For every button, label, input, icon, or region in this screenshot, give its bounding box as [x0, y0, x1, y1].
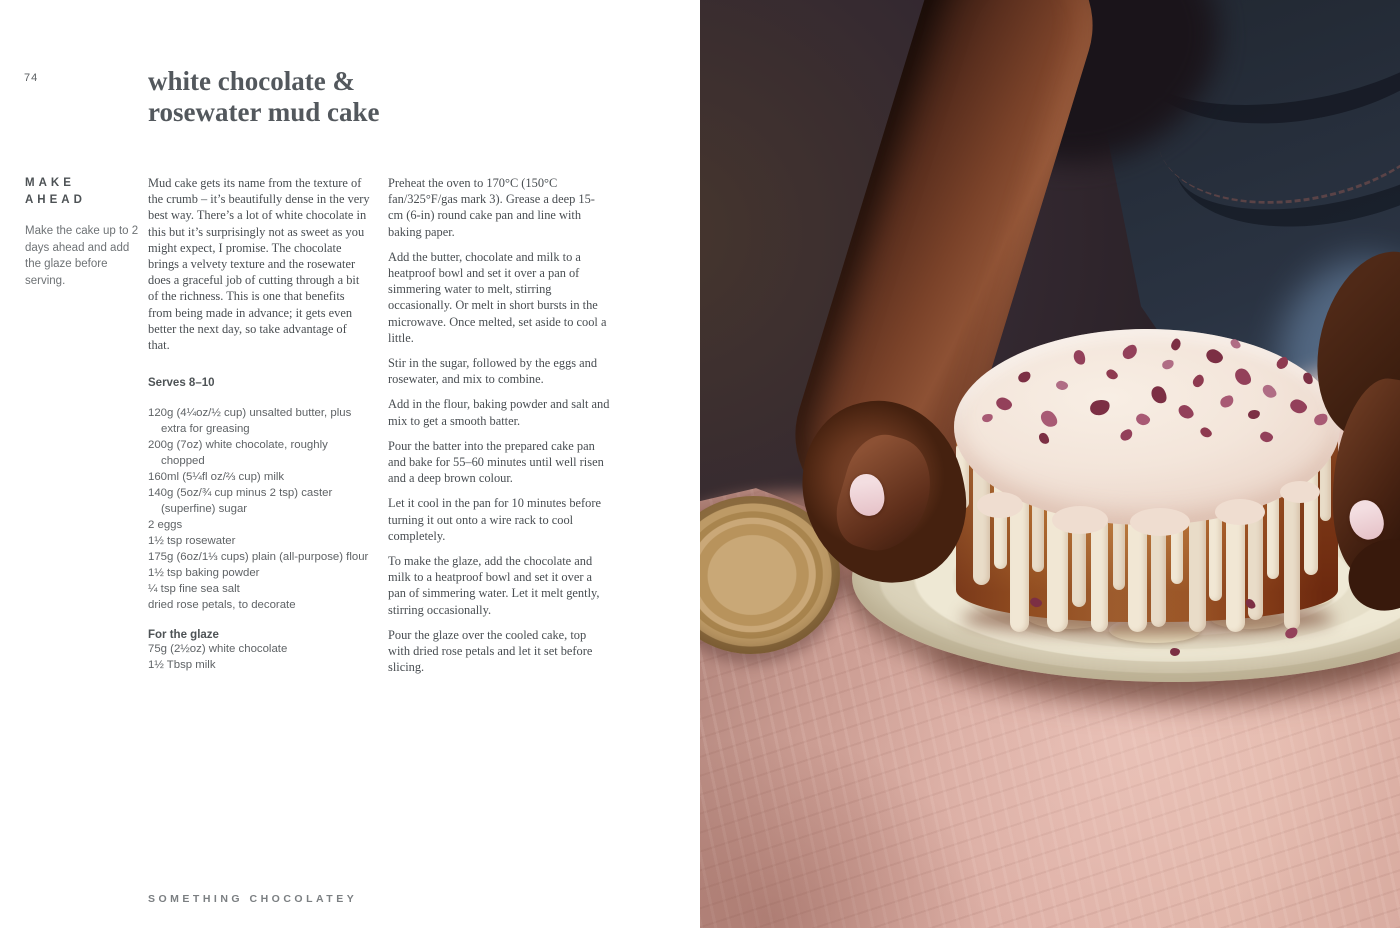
make-ahead-note: Make the cake up to 2 days ahead and add the glaze before serving.: [25, 225, 139, 287]
ingredient-item: dried rose petals, to decorate: [148, 599, 296, 612]
cake-photo: [700, 0, 1400, 928]
glaze-drip: [1267, 491, 1279, 579]
glaze-ingredients-list: [148, 641, 370, 673]
chapter-footer: SOMETHING CHOCOLATEY: [148, 893, 358, 905]
make-ahead-heading-line2: AHEAD: [25, 194, 86, 206]
method-paragraph: Add the butter, chocolate and milk to a heatproof bowl and set it over a pan of simmering water to melt, stirring occasionally. Or melt in short bursts in the microwave. Once melted, set aside to cool a little.: [388, 249, 607, 345]
method-paragraph: To make the glaze, add the chocolate and milk to a heatproof bowl and set it over a pan of simmering water. Let it melt gently, stirring occasionally.: [388, 554, 600, 617]
ingredients-column: [148, 175, 370, 673]
make-ahead-heading-line1: MAKE: [25, 177, 75, 189]
recipe-title-line1: white chocolate &: [148, 66, 355, 96]
glaze-drip: [1209, 509, 1222, 601]
method-paragraph: Let it cool in the pan for 10 minutes before turning it out onto a wire rack to cool completely.: [388, 496, 601, 543]
ingredient-item: ¼ tsp fine sea salt: [148, 583, 240, 596]
ingredient-item: 160ml (5¼fl oz/⅔ cup) milk: [148, 471, 285, 484]
glaze-edge-blob: [1052, 506, 1108, 534]
ingredient-item: 140g (5oz/¾ cup minus 2 tsp) caster (superfine) sugar: [148, 487, 333, 516]
make-ahead-heading: [25, 175, 145, 209]
ingredient-item: 175g (6oz/1⅓ cups) plain (all-purpose) flour: [148, 551, 369, 564]
method-paragraph: Stir in the sugar, followed by the eggs and rosewater, and mix to combine.: [388, 356, 598, 387]
method-paragraph: Add in the flour, baking powder and salt and mix to get a smooth batter.: [388, 397, 610, 428]
ingredients-list: [148, 405, 370, 613]
glaze-edge-blob: [1215, 499, 1265, 525]
ingredient-item: 200g (7oz) white chocolate, roughly chopped: [148, 439, 328, 468]
recipe-title: [148, 66, 379, 128]
ingredient-item: 1½ tsp rosewater: [148, 535, 236, 548]
glaze-edge-blob: [1130, 508, 1190, 536]
serves-heading: Serves 8–10: [148, 377, 215, 390]
glaze-edge-blob: [977, 492, 1023, 518]
ingredient-item: 2 eggs: [148, 519, 183, 532]
method-column: [388, 175, 610, 684]
method-paragraph: Pour the batter into the prepared cake pan and bake for 55–60 minutes until well risen and a deep brown colour.: [388, 438, 604, 486]
glaze-drip: [1113, 514, 1125, 590]
glaze-drip: [1284, 482, 1300, 630]
glaze-drip: [973, 467, 990, 585]
glaze-drip: [1189, 512, 1206, 632]
method-paragraph: Pour the glaze over the cooled cake, top with dried rose petals and let it set before slicing.: [388, 627, 593, 675]
page-number: 74: [24, 72, 39, 84]
intro-paragraph: Mud cake gets its name from the texture of the crumb – it’s beautifully dense in the very best way. There’s a lot of white chocolate in this but it’s surprisingly not as sweet as you might expect, I promise. The chocolate brings a velvety texture and the rosewater does a graceful job of cutting through a bit of the richness. This is one that benefits from being made in advance; it gets even better the next day, so take advantage of that.: [148, 176, 370, 353]
glaze-ingredient-item: 1½ Tbsp milk: [148, 659, 216, 672]
make-ahead-sidebar: [25, 175, 145, 289]
ingredient-item: 120g (4¼oz/½ cup) unsalted butter, plus extra for greasing: [148, 407, 352, 436]
method-paragraph: Preheat the oven to 170°C (150°C fan/325°F/gas mark 3). Grease a deep 15-cm (6-in) round cake pan and line with baking paper.: [388, 176, 595, 239]
glaze-ingredient-item: 75g (2½oz) white chocolate: [148, 643, 288, 656]
ingredient-item: 1½ tsp baking powder: [148, 567, 260, 580]
recipe-title-line2: rosewater mud cake: [148, 97, 380, 127]
glaze-edge-blob: [1280, 481, 1320, 503]
glaze-heading: For the glaze: [148, 629, 219, 642]
